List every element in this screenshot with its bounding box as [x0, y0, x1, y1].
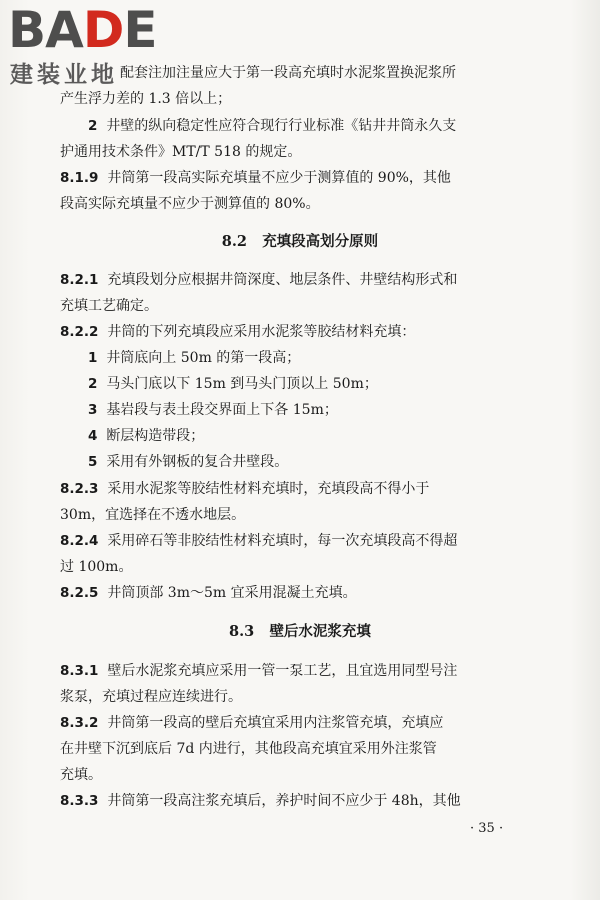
logo-subtitle: 建装业地	[10, 62, 118, 88]
clause-8-3-2: 8.3.2 井筒第一段高的壁后充填宜采用内注浆管充填，充填应	[60, 715, 444, 731]
clause-8-2-1: 8.2.1 充填段划分应根据井筒深度、地层条件、井壁结构形式和	[60, 272, 458, 288]
text-line: 2 井壁的纵向稳定性应符合现行行业标准《钻井井筒永久支	[88, 118, 457, 134]
section-heading-8-2: 8.2 充填段高划分原则	[221, 233, 379, 250]
list-item: 4 断层构造带段；	[88, 428, 205, 444]
text-line: 浆泵，充填过程应连续进行。	[60, 689, 242, 705]
list-item: 2 马头门底以下 15m 到马头门顶以上 50m；	[88, 376, 378, 392]
text-line: 段高实际充填量不应少于测算值的 80%。	[60, 196, 320, 212]
clause-8-3-3: 8.3.3 井筒第一段高注浆充填后，养护时间不应少于 48h，其他	[60, 793, 461, 809]
text-line: 配套注加注量应大于第一段高充填时水泥浆置换泥浆所	[120, 65, 456, 81]
clause-8-2-3: 8.2.3 采用水泥浆等胶结性材料充填时，充填段高不得小于	[60, 481, 430, 497]
clause-8-2-4: 8.2.4 采用碎石等非胶结性材料充填时，每一次充填段高不得超	[60, 533, 458, 549]
logo-wordmark: BADE	[8, 1, 157, 59]
page-number: · 35 ·	[470, 821, 504, 836]
text-line: 护通用技术条件》MT/T 518 的规定。	[60, 144, 302, 160]
clause-8-1-9: 8.1.9 井筒第一段高实际充填量不应少于测算值的 90%，其他	[60, 170, 451, 186]
clause-8-2-2: 8.2.2 井筒的下列充填段应采用水泥浆等胶结材料充填：	[60, 324, 416, 340]
text-line: 产生浮力差的 1.3 倍以上；	[60, 91, 232, 107]
list-item: 5 采用有外钢板的复合井壁段。	[88, 454, 289, 470]
text-line: 30m，宜选择在不透水地层。	[60, 507, 246, 523]
text-line: 在井壁下沉到底后 7d 内进行，其他段高充填宜采用外注浆管	[60, 741, 437, 757]
text-line: 充填工艺确定。	[60, 298, 158, 314]
list-item: 3 基岩段与表土段交界面上下各 15m；	[88, 402, 338, 418]
list-item: 1 井筒底向上 50m 的第一段高；	[88, 350, 301, 366]
section-heading-8-3: 8.3 壁后水泥浆充填	[229, 623, 371, 640]
text-line: 过 100m。	[60, 559, 133, 575]
text-line: 充填。	[60, 767, 102, 783]
clause-8-3-1: 8.3.1 壁后水泥浆充填应采用一管一泵工艺，且宜选用同型号注	[60, 663, 458, 679]
clause-8-2-5: 8.2.5 井筒顶部 3m～5m 宜采用混凝土充填。	[60, 585, 357, 601]
